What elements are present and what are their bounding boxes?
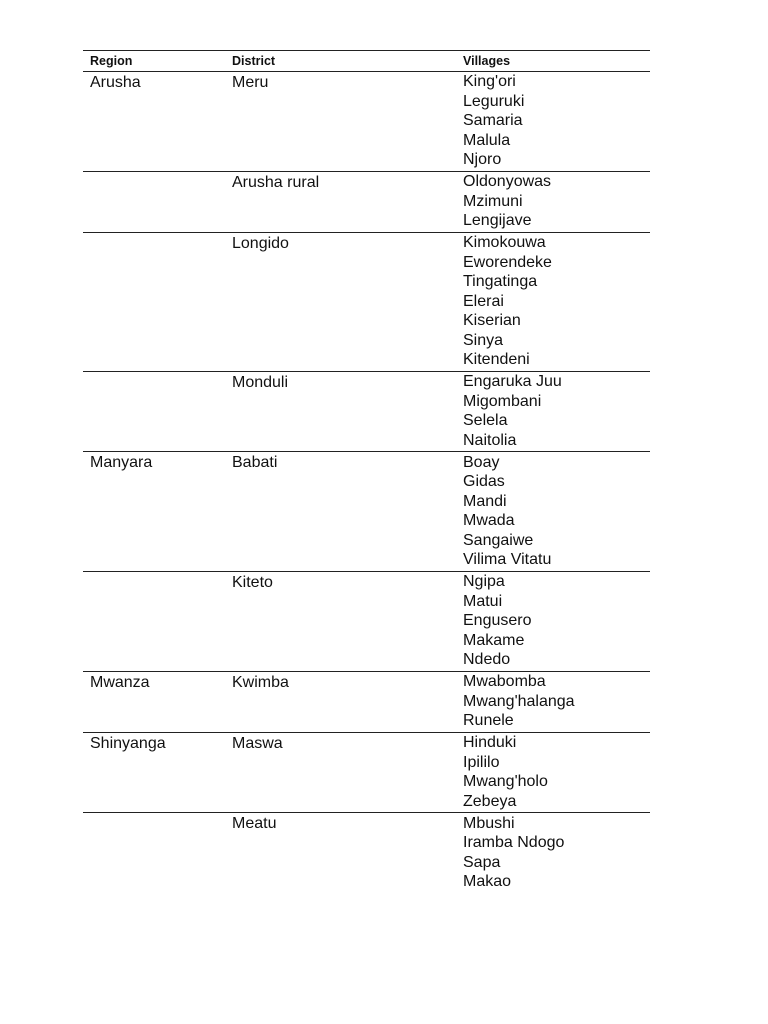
region-cell: Arusha	[90, 73, 141, 91]
table-row-group	[83, 372, 650, 453]
village-cell: Mwada	[463, 512, 515, 529]
village-cell: Mwabomba	[463, 673, 546, 690]
village-cell: Kitendeni	[463, 351, 530, 368]
district-cell: Kwimba	[232, 673, 289, 691]
village-cell: Makame	[463, 631, 525, 649]
village-cell: Naitolia	[463, 431, 517, 449]
village-cell: Boay	[463, 453, 500, 471]
village-cell: Hinduki	[463, 734, 517, 751]
village-cell: Migombani	[463, 392, 542, 410]
village-cell: Kiserian	[463, 312, 521, 329]
village-cell: Elerai	[463, 292, 504, 310]
village-cell: Ndedo	[463, 651, 511, 668]
village-cell: Mwang'halanga	[463, 692, 575, 710]
village-cell: Mzimuni	[463, 192, 523, 210]
village-cell: Mandi	[463, 492, 507, 510]
table-row-group	[83, 572, 650, 672]
table-row-group	[83, 233, 650, 372]
table-row-group	[83, 172, 650, 233]
village-cell: Runele	[463, 712, 514, 729]
district-cell: Babati	[232, 454, 278, 471]
village-cell: Mwang'holo	[463, 773, 548, 790]
village-cell: Leguruki	[463, 92, 525, 110]
header-villages: Villages	[463, 54, 511, 68]
village-cell: Matui	[463, 592, 503, 610]
village-cell: Kimokouwa	[463, 234, 546, 251]
village-cell: Sinya	[463, 331, 504, 349]
table-row-group	[83, 452, 650, 572]
village-cell: King'ori	[463, 73, 516, 90]
village-cell: Tingatinga	[463, 273, 538, 290]
district-cell: Meatu	[232, 815, 277, 832]
village-cell: Engaruka Juu	[463, 373, 562, 390]
table-row-group	[83, 813, 650, 893]
header-region: Region	[90, 54, 133, 68]
table-row-group	[83, 733, 650, 814]
village-cell: Njoro	[463, 151, 502, 168]
village-cell: Sangaiwe	[463, 531, 534, 549]
district-cell: Maswa	[232, 734, 283, 752]
district-cell: Monduli	[232, 373, 289, 391]
region-cell: Manyara	[90, 454, 153, 471]
village-cell: Malula	[463, 131, 511, 149]
region-cell: Shinyanga	[90, 734, 166, 752]
village-cell: Oldonyowas	[463, 173, 552, 190]
village-cell: Selela	[463, 412, 508, 429]
region-cell: Mwanza	[90, 673, 150, 691]
village-cell: Zebeya	[463, 792, 517, 810]
table-row-group	[83, 72, 650, 172]
village-cell: Eworendeke	[463, 253, 552, 271]
district-cell: Longido	[232, 234, 289, 252]
village-cell: Ipililo	[463, 753, 500, 771]
village-cell: Gidas	[463, 473, 505, 490]
village-cell: Samaria	[463, 112, 523, 129]
district-cell: Kiteto	[232, 573, 273, 591]
table-row-group	[83, 672, 650, 733]
village-cell: Mbushi	[463, 814, 515, 832]
village-cell: Iramba Ndogo	[463, 834, 565, 851]
village-cell: Lengijave	[463, 212, 532, 229]
village-cell: Ngipa	[463, 573, 505, 590]
village-cell: Sapa	[463, 853, 501, 871]
village-cell: Vilima Vitatu	[463, 551, 552, 568]
villages-table	[83, 50, 650, 893]
table-header-row	[83, 51, 650, 72]
village-cell: Engusero	[463, 612, 532, 629]
header-district: District	[232, 54, 276, 68]
district-cell: Meru	[232, 73, 269, 91]
table-body	[83, 72, 650, 893]
village-cell: Makao	[463, 873, 512, 890]
district-cell: Arusha rural	[232, 173, 320, 191]
